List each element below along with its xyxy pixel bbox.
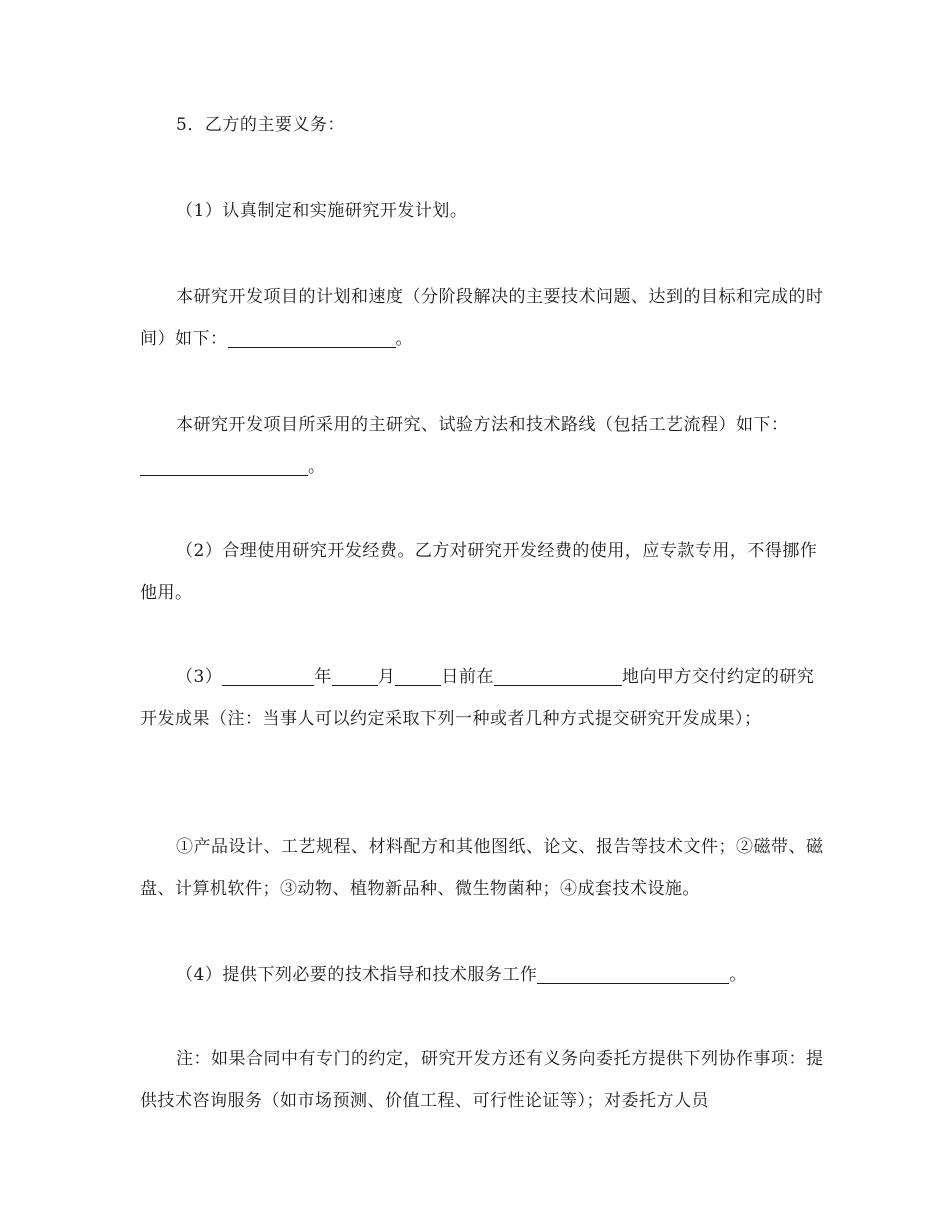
month-blank-field	[332, 665, 378, 686]
day-blank-field	[395, 665, 441, 686]
item4-paragraph: （4）提供下列必要的技术指导和技术服务工作 。	[176, 965, 747, 985]
item3-paragraph: （3） 年 月 日前在 地向甲方交付约定的研究开发成果（注：当事人可以约定采取下列一种或者几种方式提交研究开发成果）；	[140, 667, 815, 729]
section-heading: 5．乙方的主要义务：	[176, 115, 345, 135]
item3-methods-paragraph: ①产品设计、工艺规程、材料配方和其他图纸、论文、报告等技术文件；②磁带、磁盘、计算机软件；③动物、植物新品种、微生物菌种；④成套技术设施。	[140, 837, 824, 899]
service-blank-field	[537, 963, 729, 984]
note-paragraph: 注：如果合同中有专门的约定，研究开发方还有义务向委托方提供下列协作事项：提供技术咨询服务（如市场预测、价值工程、可行性论证等）；对委托方人员	[140, 1049, 824, 1111]
item1-method-paragraph: 本研究开发项目所采用的主研究、试验方法和技术路线（包括工艺流程）如下：。	[140, 404, 830, 488]
item1-plan-paragraph: 本研究开发项目的计划和速度（分阶段解决的主要技术问题、达到的目标和完成的时间）如下： 。	[140, 287, 824, 349]
method-blank-field	[140, 455, 308, 476]
item1-title: （1）认真制定和实施研究开发计划。	[176, 201, 468, 221]
item2-paragraph: （2）合理使用研究开发经费。乙方对研究开发经费的使用，应专款专用，不得挪作他用。	[140, 541, 818, 603]
year-blank-field	[222, 665, 314, 686]
plan-blank-field	[228, 327, 396, 348]
place-blank-field	[494, 665, 622, 686]
